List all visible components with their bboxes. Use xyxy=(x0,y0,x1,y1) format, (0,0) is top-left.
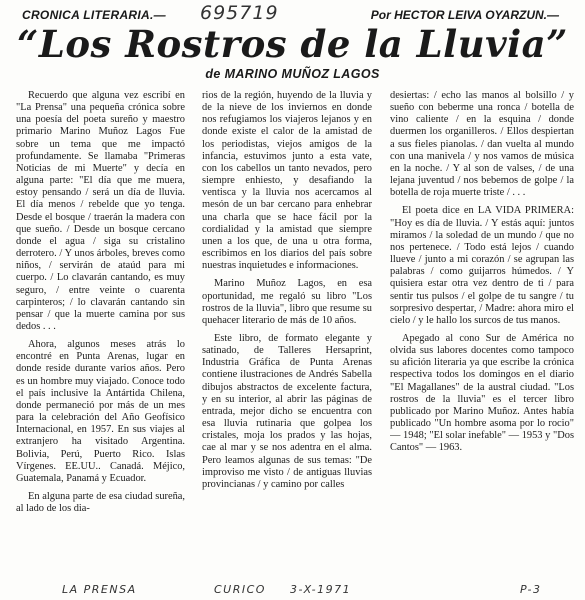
article-body xyxy=(16,90,574,576)
source-publication: LA PRENSA xyxy=(62,583,137,596)
handwritten-archive-number: 695719 xyxy=(200,2,279,24)
text-column-3 xyxy=(390,90,574,576)
paragraph: Marino Muñoz Lagos, en esa oportunidad, me regaló su libro "Los rostros de la lluvia", libro que resume su quehacer literario de más de 10 años. xyxy=(202,278,372,326)
article-headline: “Los Rostros de la Lluvia” xyxy=(17,22,568,66)
source-city: CURICO xyxy=(214,583,266,596)
paragraph: Este libro, de formato elegante y satinado, de Talleres Hersaprint, Industria Gráfica de Punta Arenas contiene ilustraciones de Andrés Sabella dibujos abstractos de excelente factura, y en su interior, al abrir las páginas de entrada, mejor dicho se encuentra con esa lluvia rutinaria que golpea los cristales, moja los prados y las hojas, cae al mar y se nos adentra en el alma. Pero leamos algunas de sus temas: "De improviso me visto / de antiguas lluvias provincianas / y camino por calles xyxy=(202,332,372,490)
source-date: 3-X-1971 xyxy=(290,583,352,596)
column-byline: Por HECTOR LEIVA OYARZUN.— xyxy=(370,8,559,22)
paragraph: El poeta dice en LA VIDA PRIMERA: "Hoy es día de lluvia. / Y estás aquí: juntos miramos / la soledad de un mundo / que no nos pertenece. / Todo está lejos / cuando llueve / junto a mi corazón / se agrupan las palabras / como guijarros húmedos. / Y quisiera estar otra vez dentro de ti / para sentir tus pulsos / el golpe de tu sangre / tu sorpresivo despertar, / Madre: ahora miro el cielo / y le hallo los surcos de tus manos. xyxy=(390,205,574,326)
handwritten-source-note xyxy=(0,581,585,599)
source-page: P-3 xyxy=(520,583,542,596)
paragraph: En alguna parte de esa ciudad sureña, al lado de los dia- xyxy=(16,491,185,515)
section-label: CRONICA LITERARIA.— xyxy=(22,8,166,22)
paragraph: Apegado al cono Sur de América no olvida sus labores docentes como tampoco su afición literaria ya que escribe la crónica respectiva todos los domingos en el diario "El Magallanes" de la austral ciudad. "Los rostros de la lluvia" es el tercer libro publicado por Marino Muñoz. Antes había publicado "Un hombre asoma por lo rocio" — 1948; "El solar inefable" — 1953 y "Dos Cantos" — 1963. xyxy=(390,332,574,454)
text-column-2 xyxy=(202,90,372,576)
book-author-line: de MARINO MUÑOZ LAGOS xyxy=(205,67,380,81)
paragraph: rios de la región, huyendo de la lluvia y de la nieve de los inviernos en donde nos refugiamos los viajeros lejanos y en donde existe el calor de la amistad de los periodistas, viejos amigos de la infancia, estuvimos junto a esta vate, con los cabellos un tanto nevados, pero siempre enhiesto, y desafiando la ventisca y la lluvia nos acercamos al mesón de un bar cercano para enhebrar una charla que se hace fácil por la cordialidad y la amistad que siempre unen a los que, de una u otra forma, escribimos en los diarios del país sobre nuestras inquietudes e informaciones. xyxy=(202,90,372,272)
paragraph: desiertas: / echo las manos al bolsillo / y sueño con beberme una ronca / botella de vino caliente / en la esquina / donde duermen los organilleros. / Ellos despiertan a sus fieles pianolas. / dan vuelta al mundo con una manivela / y nos vamos de música en la noche. / Y al son de valses, / de una lejana juventud / nos bebemos de golpe / la botella de roja muerte triste / . . . xyxy=(390,90,574,199)
paragraph: Recuerdo que alguna vez escribí en "La Prensa" una pequeña crónica sobre una poesía del poeta sureño y maestro primario Marino Muñoz Lagos Fue sobre un tema que me impactó profundamente. Se llamaba "Primeras Noticias de mi Muerte" y decía en alguna parte: "El día que me muera, estoy pensando / será un día de lluvia. El día menos / rebelde que yo tenga. Desde el bosque / traerán la madera con que sueño. / Desde un bosque cercano donde el agua / siga su cristalino derrotero. / Y unos árboles, breves como niños, / servirán de ataúd para mi cuerpo. / Lo clavarán cantando, es muy seguro, / entre veinte o cuarenta carpinteros; / lo clavarán cantando sin pensar / que la muerte camina por sus dedos . . . xyxy=(16,90,185,332)
text-column-1 xyxy=(16,90,185,576)
paragraph: Ahora, algunos meses atrás lo encontré en Punta Arenas, lugar en donde reside durante varios años. Pero es un hombre muy viajado. Conoce todo el país inclusive la Antártida Chilena, donde permaneció por más de un mes para la celebración del Año Geofísico Internacional, en 1957. En sus viajes al extranjero ha visitado Argentina. Bolivia, Perú, Puerto Rico. Islas Vírgenes. EE.UU.. Canadá. Méjico, Guatemala, Panamá y Ecuador. xyxy=(16,339,185,484)
